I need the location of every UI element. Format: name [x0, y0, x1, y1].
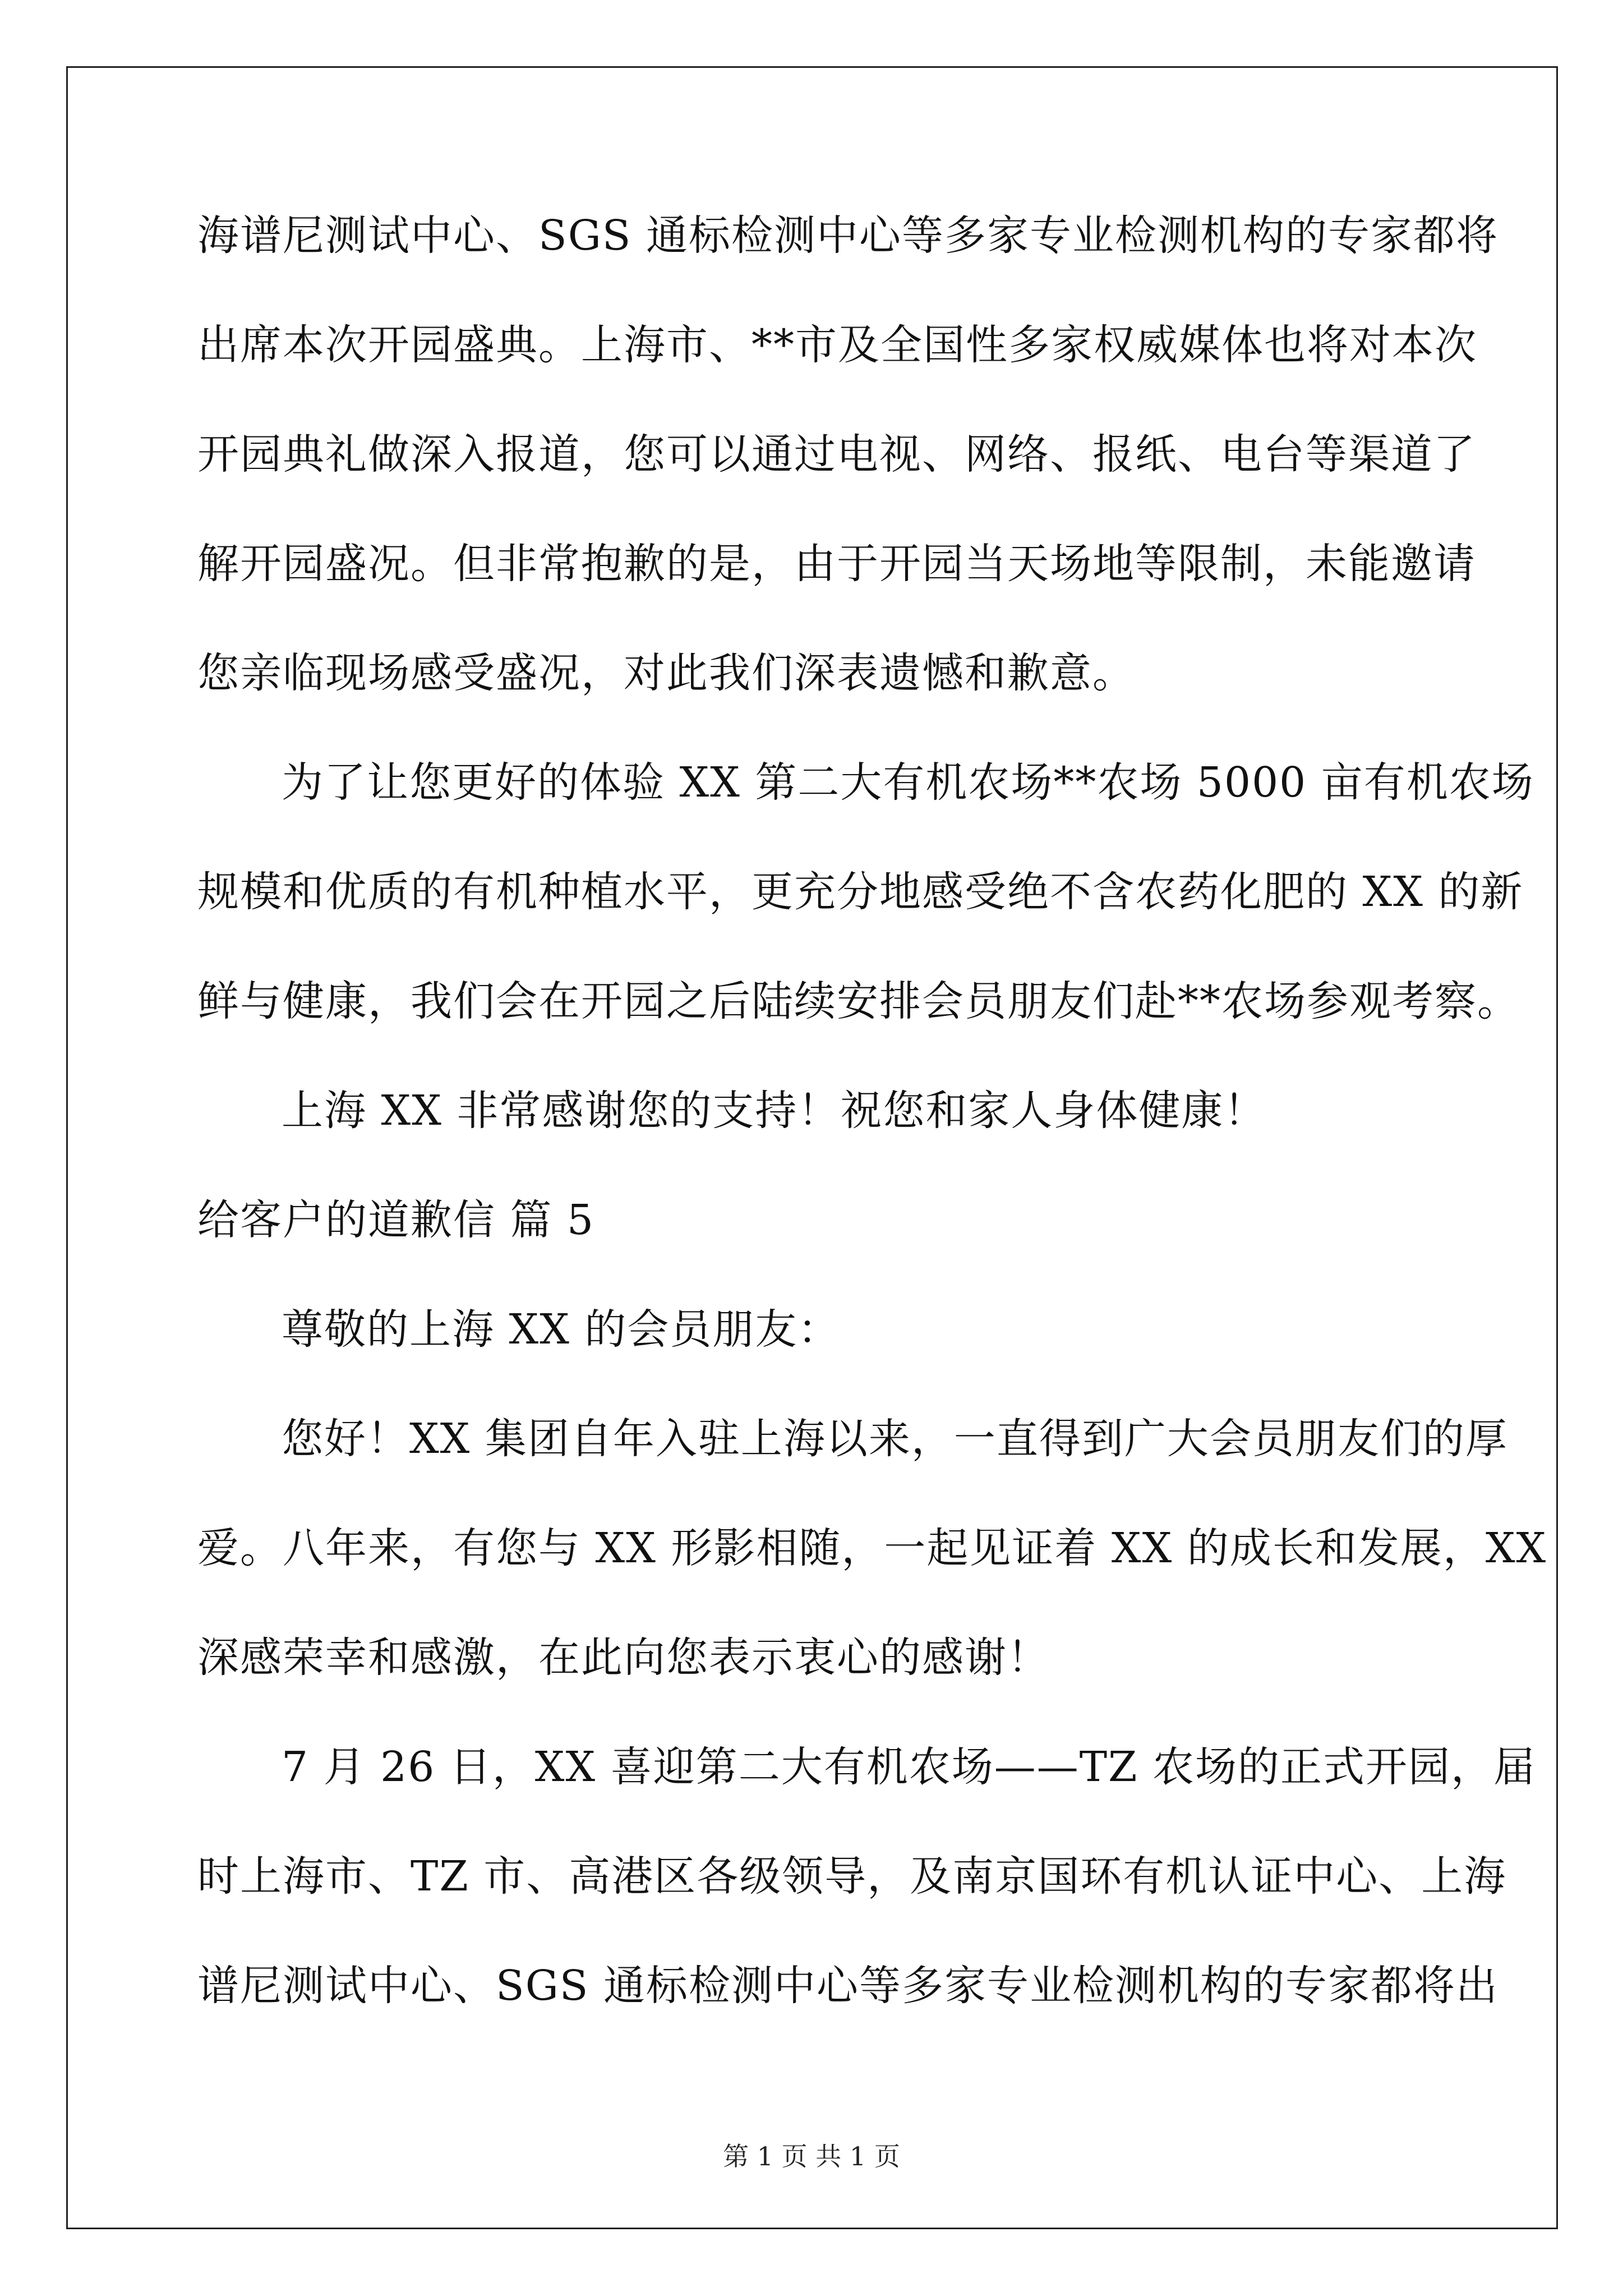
text-line: 爱。八年来，有您与 XX 形影相随，一起见证着 XX 的成长和发展，XX: [197, 1524, 1547, 1572]
text-line: 谱尼测试中心、SGS 通标检测中心等多家专业检测机构的专家都将出: [197, 1962, 1499, 2010]
page-number: 第 1 页 共 1 页: [723, 2141, 900, 2171]
text-line: 海谱尼测试中心、SGS 通标检测中心等多家专业检测机构的专家都将: [197, 211, 1499, 260]
text-line: 您好！XX 集团自年入驻上海以来，一直得到广大会员朋友们的厚: [282, 1415, 1508, 1463]
text-line: 上海 XX 非常感谢您的支持！祝您和家人身体健康！: [282, 1087, 1267, 1135]
text-line: 为了让您更好的体验 XX 第二大有机农场**农场 5000 亩有机农场: [282, 758, 1534, 807]
text-line: 您亲临现场感受盛况，对此我们深表遗憾和歉意。: [197, 649, 1135, 697]
text-line: 开园典礼做深入报道，您可以通过电视、网络、报纸、电台等渠道了: [197, 430, 1476, 478]
text-line: 时上海市、TZ 市、高港区各级领导，及南京国环有机认证中心、上海: [197, 1852, 1507, 1901]
text-line: 规模和优质的有机种植水平，更充分地感受绝不含农药化肥的 XX 的新: [197, 868, 1524, 916]
section-heading: 给客户的道歉信 篇 5: [197, 1196, 595, 1244]
text-line: 出席本次开园盛典。上海市、**市及全国性多家权威媒体也将对本次: [197, 321, 1477, 369]
text-line: 鲜与健康，我们会在开园之后陆续安排会员朋友们赴**农场参观考察。: [197, 977, 1520, 1025]
salutation: 尊敬的上海 XX 的会员朋友：: [282, 1305, 841, 1354]
text-line: 深感荣幸和感激，在此向您表示衷心的感谢！: [197, 1634, 1050, 1682]
text-line: 7 月 26 日，XX 喜迎第二大有机农场——TZ 农场的正式开园，届: [282, 1743, 1536, 1791]
text-line: 解开园盛况。但非常抱歉的是，由于开园当天场地等限制，未能邀请: [197, 540, 1476, 588]
